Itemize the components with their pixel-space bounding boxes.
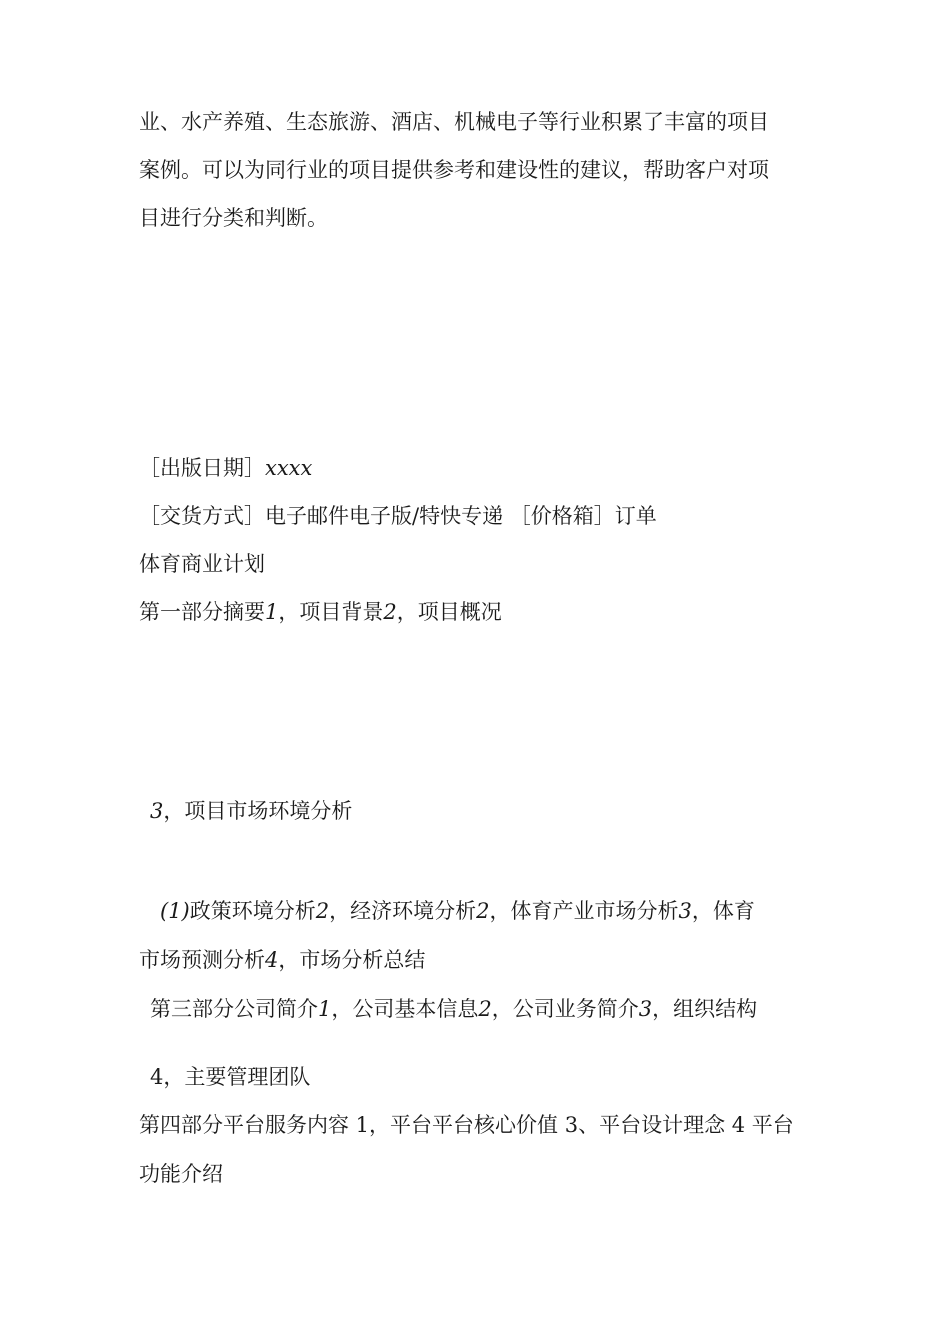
part1-text-c: ，项目概况 [396, 600, 502, 624]
intro-line-3: 目进行分类和判断。 [139, 206, 328, 230]
price-label: ［价格箱］ [509, 504, 615, 528]
part4-line-1: 第四部分平台服务内容 1，平台平台核心价值 3、平台设计理念 4 平台 [139, 1113, 794, 1137]
intro-line-1: 业、水产养殖、生态旅游、酒店、机械电子等行业积累了丰富的项目 [139, 110, 769, 134]
part1-text-a: 第一部分摘要 [139, 600, 265, 624]
part3-text-c: ，公司业务简介 [491, 997, 639, 1021]
delivery-value: 电子邮件电子版/特快专递 [265, 504, 504, 528]
item3-text: ，项目市场环境分析 [163, 799, 353, 823]
intro-line-2: 案例。可以为同行业的项目提供参考和建设性的建议，帮助客户对项 [139, 158, 769, 182]
document-title: 体育商业计划 [139, 552, 265, 576]
part3-text-a: 第三部分公司简介 [150, 997, 318, 1021]
policy-text-b: ，经济环境分析 [329, 899, 477, 923]
policy-num-2: 2 [476, 899, 490, 923]
item4-line [150, 1062, 310, 1092]
policy-line-1 [160, 896, 755, 926]
part3-num-3: 3 [638, 997, 653, 1021]
part3-text-b: ，公司基本信息 [331, 997, 479, 1021]
item4-text: ，主要管理团队 [163, 1065, 311, 1089]
part1-text-b: ，项目背景 [278, 600, 384, 624]
publish-date-line [139, 453, 312, 483]
delivery-line [139, 501, 657, 531]
policy-num-3: 3 [678, 899, 692, 923]
price-value: 订单 [614, 504, 657, 528]
part3-line [150, 994, 757, 1024]
publish-date-value: xxxx [265, 456, 313, 480]
policy-num-0: (1) [160, 899, 190, 923]
item3-num: 3 [150, 799, 164, 823]
item3-line [150, 796, 352, 826]
policy-text-f: ，市场分析总结 [278, 948, 426, 972]
part3-num-2: 2 [478, 997, 492, 1021]
policy-text-c: ，体育产业市场分析 [489, 899, 679, 923]
part4-line-2: 功能介绍 [139, 1162, 223, 1186]
part3-num-1: 1 [318, 997, 332, 1021]
delivery-label: ［交货方式］ [139, 504, 265, 528]
policy-text-d: ，体育 [691, 899, 755, 923]
publish-date-label: ［出版日期］ [139, 456, 265, 480]
policy-num-4: 4 [265, 948, 279, 972]
part1-num-1: 1 [265, 600, 279, 624]
item4-num: 4 [150, 1065, 164, 1089]
policy-text-e: 市场预测分析 [139, 948, 265, 972]
policy-text-a: 政策环境分析 [189, 899, 316, 923]
policy-num-1: 2 [315, 899, 330, 923]
part1-line [139, 597, 502, 627]
part1-num-2: 2 [383, 600, 397, 624]
policy-line-2 [139, 945, 425, 975]
part3-text-d: ，组织结构 [652, 997, 758, 1021]
